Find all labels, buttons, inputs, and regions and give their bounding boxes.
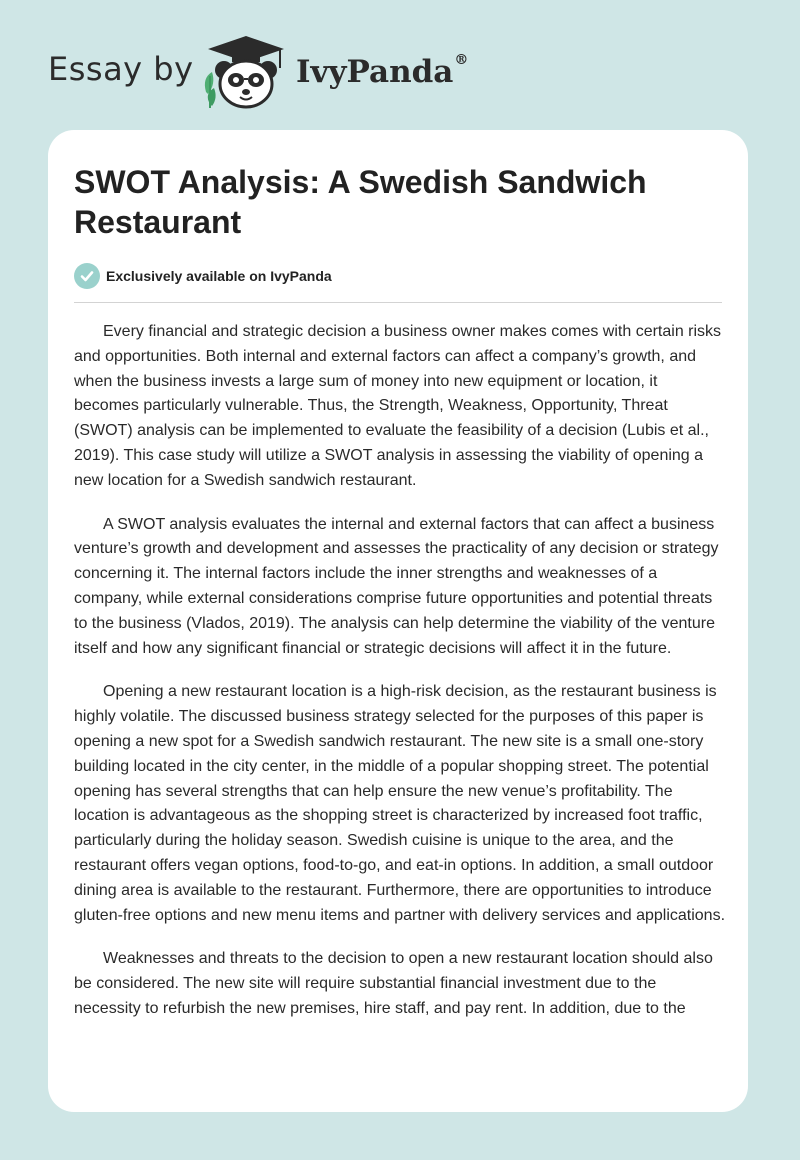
brand-name[interactable]: IvyPanda® bbox=[296, 52, 469, 90]
essay-by-label: Essay by bbox=[48, 50, 194, 88]
check-icon bbox=[74, 263, 100, 289]
panda-logo-icon bbox=[200, 34, 292, 110]
exclusive-badge bbox=[74, 262, 332, 290]
badge-label: Exclusively available on IvyPanda bbox=[106, 268, 332, 284]
divider bbox=[74, 302, 722, 303]
paragraph: Every financial and strategic decision a business owner makes comes with certain risks and opportunities. Both internal and external factors can affect a company’s growth, and when the business invests a large sum of money into new equipment or location, it becomes particularly vulnerable. Thus, the Strength, Weakness, Opportunity, Threat (SWOT) analysis can be implemented to evaluate the feasibility of a decision (Lubis et al., 2019). This case study will utilize a SWOT analysis in assessing the viability of opening a new location for a Swedish sandwich restaurant. bbox=[74, 323, 722, 489]
essay-card bbox=[48, 130, 748, 1112]
paragraph: Weaknesses and threats to the decision to open a new restaurant location should also be considered. The new site will require substantial financial investment due to the necessity to refurbish the new premises, hire staff, and pay rent. In addition, due to the bbox=[74, 950, 713, 1017]
paragraph: Opening a new restaurant location is a high-risk decision, as the restaurant business is highly volatile. The discussed business strategy selected for the purposes of this paper is opening a new spot for a Swedish sandwich restaurant. The new site is a small one-story building located in the city center, in the middle of a popular shopping street. The potential opening has several strengths that can help ensure the new venue’s profitability. The location is advantageous as the shopping street is characterized by increased foot traffic, particularly during the holiday season. Swedish cuisine is unique to the area, and the restaurant offers vegan options, food-to-go, and eat-in options. In addition, a small outdoor dining area is available to the restaurant. Furthermore, there are opportunities to introduce gluten-free options and new menu items and partner with delivery services and applications. bbox=[74, 683, 726, 924]
page-title: SWOT Analysis: A Swedish Sandwich Restaurant bbox=[74, 164, 647, 240]
paragraph: A SWOT analysis evaluates the internal and external factors that can affect a business venture’s growth and development and assesses the practicality of any decision or strategy concerning it. The internal factors include the inner strengths and weaknesses of a company, while external considerations comprise future opportunities and potential threats to the business (Vlados, 2019). The analysis can help determine the viability of the venture itself and how any significant financial or strategic decisions will affect it in the future. bbox=[74, 515, 719, 657]
article-body bbox=[74, 320, 726, 1041]
registered-mark: ® bbox=[454, 52, 469, 68]
site-header bbox=[0, 0, 800, 130]
